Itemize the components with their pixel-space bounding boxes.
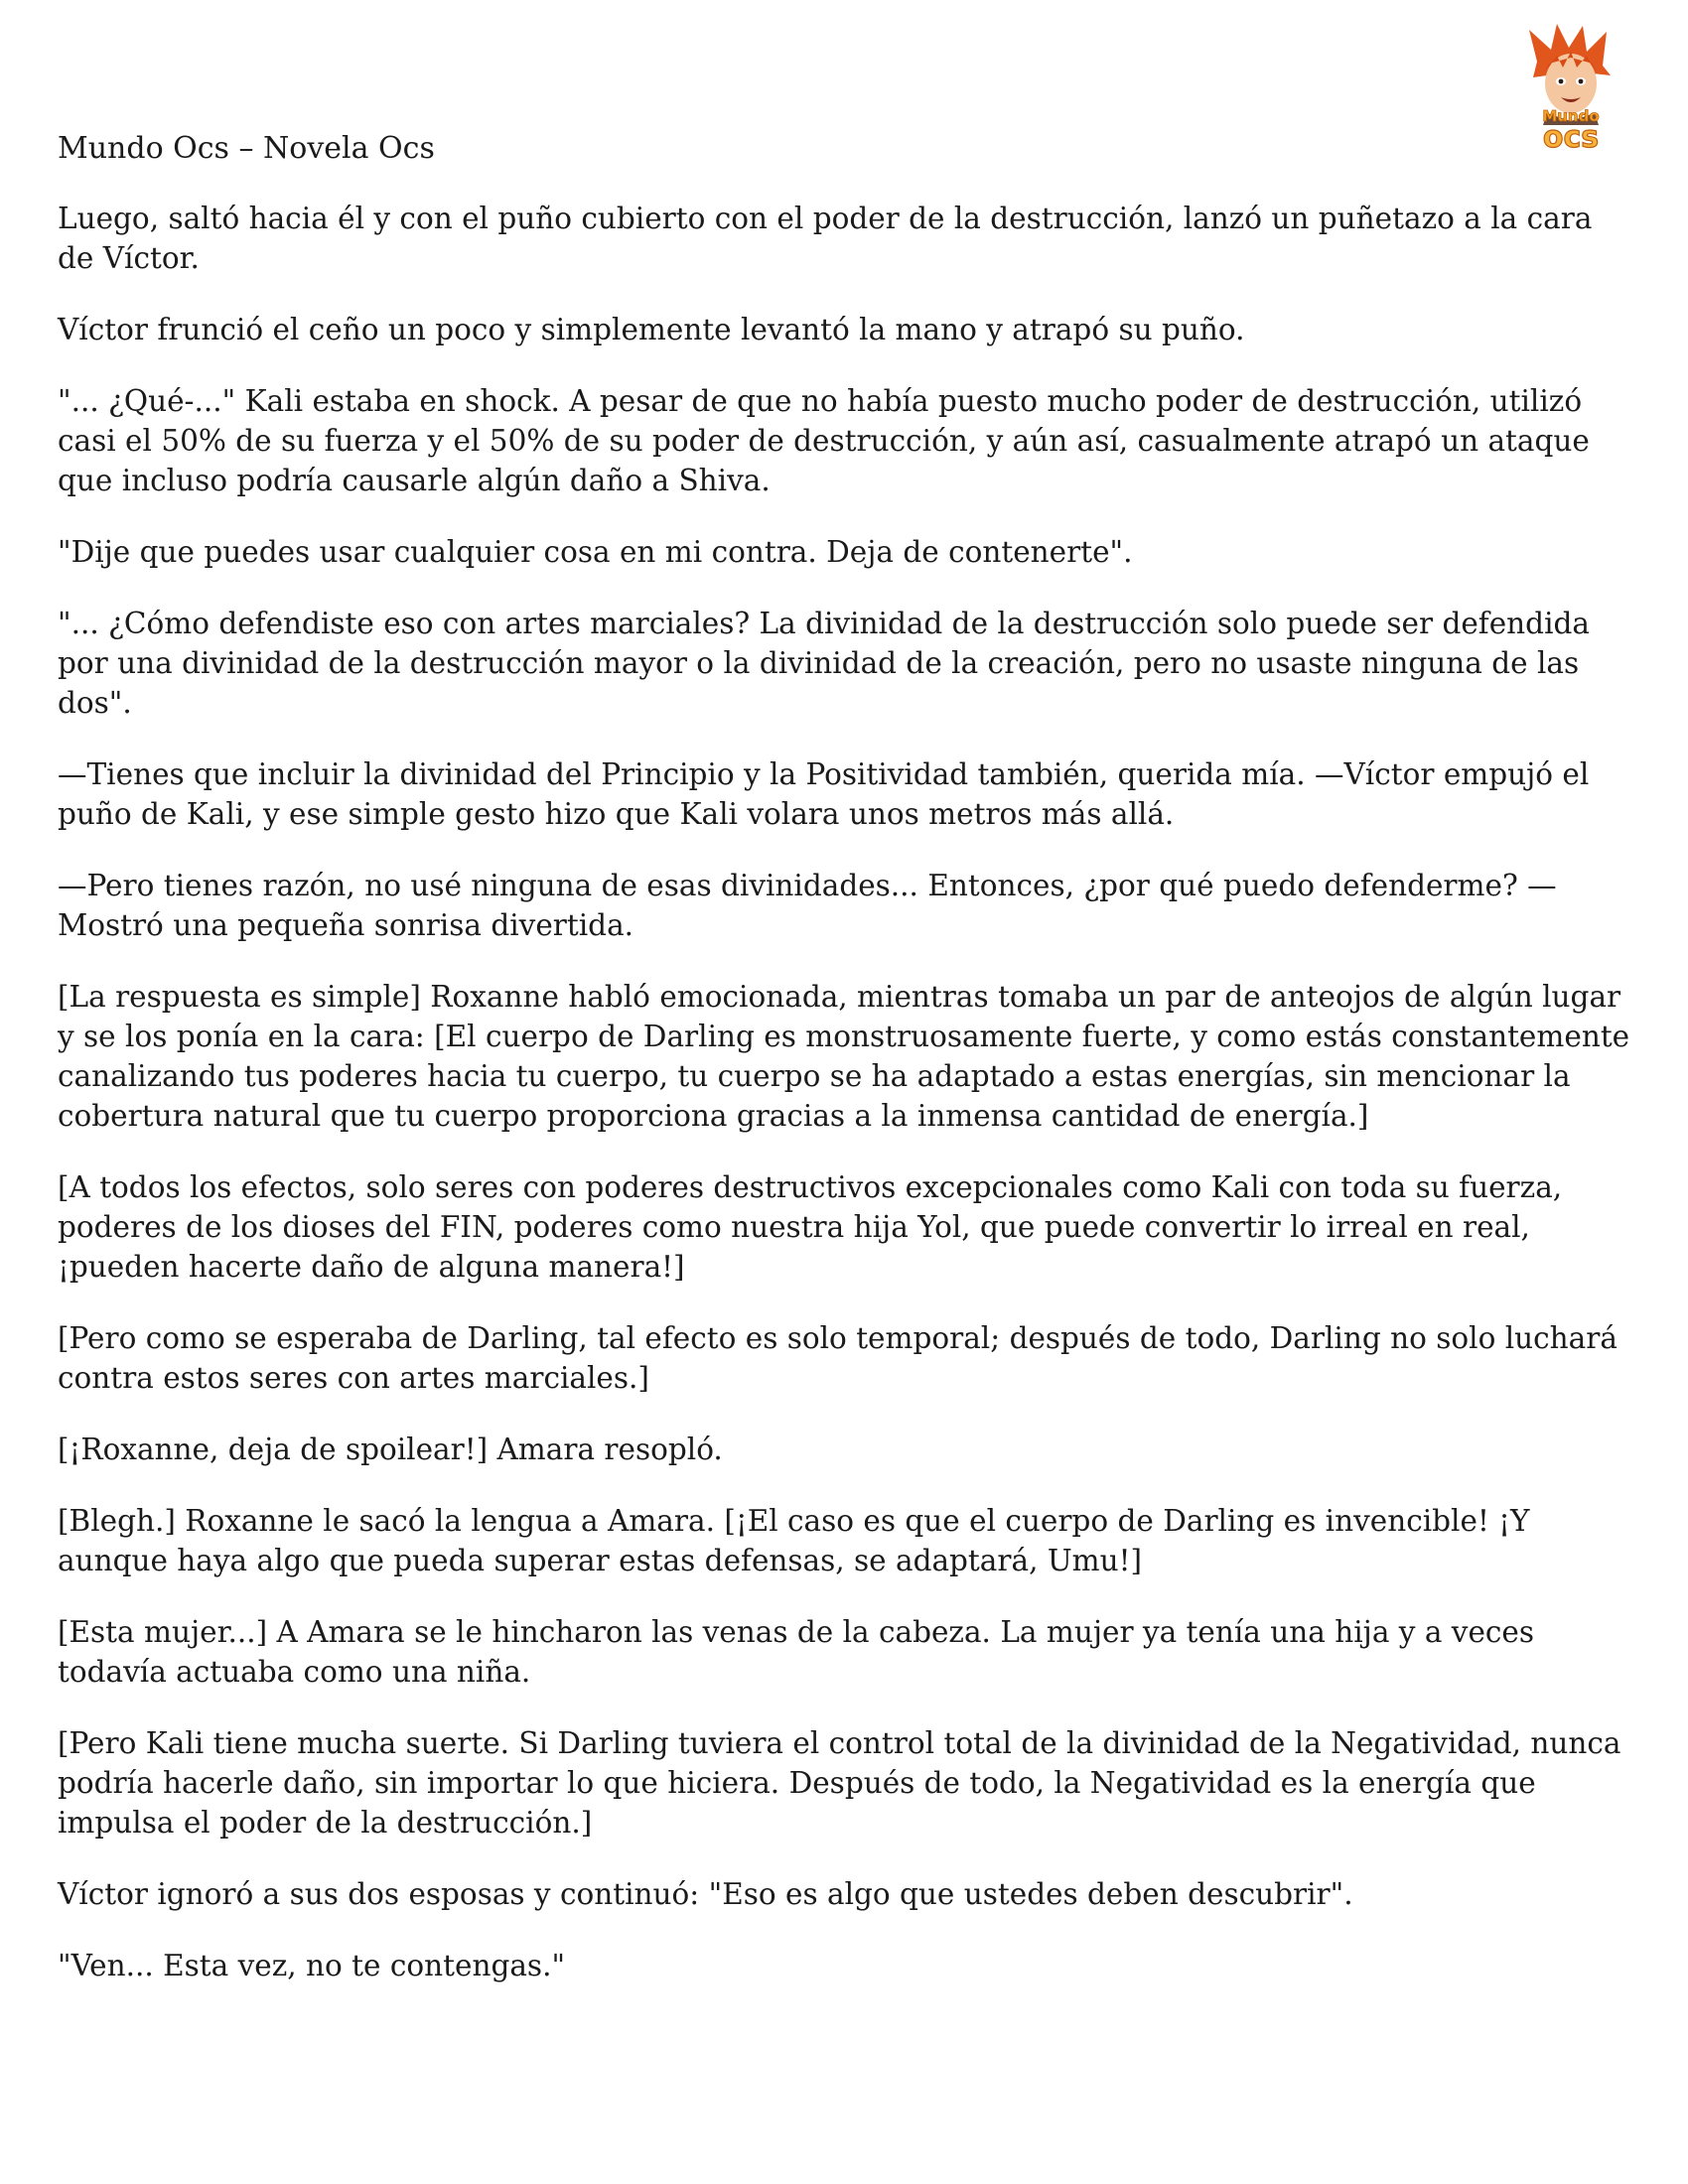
- paragraph: "Ven... Esta vez, no te contengas.": [58, 1949, 566, 1982]
- paragraph: [A todos los efectos, solo seres con poderes destructivos excepcionales como Kali con toda su fuerza, poderes de los dioses del FIN, poderes como nuestra hija Yol, que puede convertir lo irreal en real, ¡pueden hacerte daño de alguna manera!]: [58, 1170, 1563, 1284]
- paragraph: "... ¿Qué-..." Kali estaba en shock. A pesar de que no había puesto mucho poder de destrucción, utilizó casi el 50% de su fuerza y el 50% de su poder de destrucción, y aún así, casualmente atrapó un ataque que incluso podría causarle algún daño a Shiva.: [58, 384, 1590, 497]
- paragraph: [Esta mujer...] A Amara se le hincharon las venas de la cabeza. La mujer ya tenía una hija y a veces todavía actuaba como una niña.: [58, 1615, 1535, 1689]
- paragraph: —Tienes que incluir la divinidad del Principio y la Positividad también, querida mía. —Víctor empujó el puño de Kali, y ese simple gesto hizo que Kali volara unos metros más allá.: [58, 757, 1590, 831]
- document-page: [58, 129, 1636, 2017]
- paragraph: [¡Roxanne, deja de spoilear!] Amara resopló.: [58, 1433, 723, 1466]
- logo-text: Mundo: [1542, 107, 1600, 125]
- paragraph: Luego, saltó hacia él y con el puño cubierto con el poder de la destrucción, lanzó un puñetazo a la cara de Víctor.: [58, 202, 1593, 275]
- svg-text:ocs: ocs: [1542, 120, 1600, 155]
- paragraph: [Pero Kali tiene mucha suerte. Si Darling tuviera el control total de la divinidad de la Negatividad, nunca podría hacerle daño, sin importar lo que hiciera. Después de todo, la Negatividad es la energía que impulsa el poder de la destrucción.]: [58, 1726, 1621, 1840]
- paragraph: [Pero como se esperaba de Darling, tal efecto es solo temporal; después de todo, Darling no solo luchará contra estos seres con artes marciales.]: [58, 1321, 1618, 1395]
- paragraph: Víctor ignoró a sus dos esposas y continuó: "Eso es algo que ustedes deben descubrir".: [58, 1877, 1353, 1911]
- paragraph: [La respuesta es simple] Roxanne habló emocionada, mientras tomaba un par de anteojos de algún lugar y se los ponía en la cara: [El cuerpo de Darling es monstruosamente fuerte, y como estás constantemente canalizando tus poderes hacia tu cuerpo, tu cuerpo se ha adaptado a estas energías, sin mencionar la cobertura natural que tu cuerpo proporciona gracias a la inmensa cantidad de energía.]: [58, 980, 1630, 1133]
- paragraph: —Pero tienes razón, no usé ninguna de esas divinidades... Entonces, ¿por qué puedo defenderme? —Mostró una pequeña sonrisa divertida.: [58, 869, 1557, 942]
- paragraph: Víctor frunció el ceño un poco y simplemente levantó la mano y atrapó su puño.: [58, 313, 1245, 346]
- paragraph: "... ¿Cómo defendiste eso con artes marciales? La divinidad de la destrucción solo puede ser defendida por una divinidad de la destrucción mayor o la divinidad de la creación, pero no usaste ninguna de las dos".: [58, 607, 1590, 720]
- paragraph: [Blegh.] Roxanne le sacó la lengua a Amara. [¡El caso es que el cuerpo de Darling es invencible! ¡Y aunque haya algo que pueda superar estas defensas, se adaptará, Umu!]: [58, 1504, 1530, 1577]
- document-header: Mundo Ocs – Novela Ocs: [58, 131, 435, 166]
- paragraph: "Dije que puedes usar cualquier cosa en mi contra. Deja de contenerte".: [58, 535, 1133, 569]
